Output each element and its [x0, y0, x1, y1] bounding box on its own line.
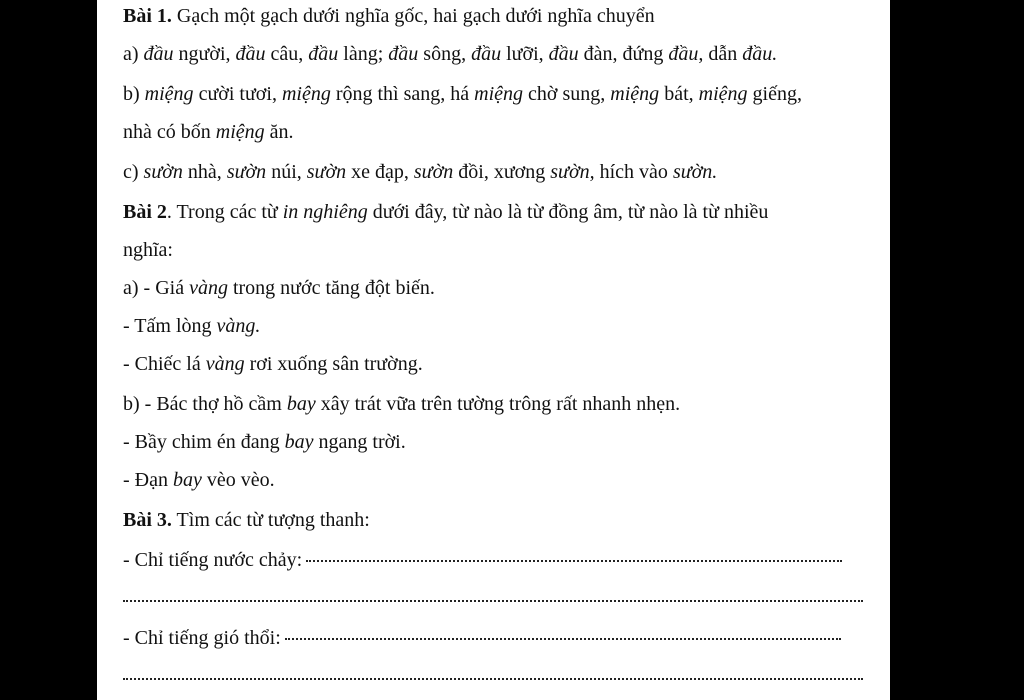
italic-word: bay [286, 393, 316, 415]
text-segment: rơi xuống sân trường. [244, 353, 423, 375]
text-segment: xe đạp, [346, 161, 414, 183]
exercise-heading: Bài 1. [123, 5, 172, 27]
italic-word: đầu [388, 43, 419, 65]
text-segment: a) - Giá [123, 277, 190, 299]
text-segment: đàn, đứng [578, 43, 669, 65]
text-line [123, 199, 768, 225]
text-line [123, 119, 294, 145]
italic-word: đầu [235, 43, 266, 65]
italic-word: sườn [226, 161, 267, 183]
text-segment: người, [173, 43, 236, 65]
italic-word: miệng [610, 83, 660, 105]
text-segment: a) [123, 43, 144, 65]
text-segment: câu, [265, 43, 309, 65]
italic-word: vàng [205, 353, 245, 375]
italic-word: đầu. [742, 43, 778, 65]
text-segment: đồi, xương [453, 161, 551, 183]
italic-word: miệng [698, 83, 748, 105]
text-segment: Tìm các từ tượng thanh: [171, 509, 370, 531]
worksheet-page [97, 0, 890, 700]
text-segment: lưỡi, [501, 43, 549, 65]
text-segment: dẫn [703, 43, 743, 65]
text-line [123, 3, 655, 29]
text-line [123, 41, 777, 67]
italic-word: đầu, [668, 43, 704, 65]
text-line [123, 467, 275, 493]
answer-dotted-line [123, 600, 863, 602]
text-segment: - Chỉ tiếng gió thổi: [123, 627, 281, 649]
answer-dotted-line [123, 678, 863, 680]
italic-word: vàng [189, 277, 228, 299]
italic-word: miệng [281, 83, 331, 105]
italic-word: đầu [308, 43, 339, 65]
italic-word: đầu [471, 43, 502, 65]
italic-word: sườn [306, 161, 347, 183]
text-segment: hích vào [594, 161, 673, 183]
italic-word: sườn, [550, 161, 595, 183]
text-line [123, 547, 842, 573]
answer-dotted-line [306, 560, 842, 562]
text-segment: - Tấm lòng [123, 315, 217, 337]
text-segment: dưới đây, từ nào là từ đồng âm, từ nào là từ nhiều [367, 201, 769, 223]
text-segment: ăn. [264, 121, 294, 143]
text-segment: c) [123, 161, 144, 183]
text-segment: nhà có bốn [123, 121, 216, 143]
text-segment: trong nước tăng đột biến. [227, 277, 435, 299]
text-segment: chờ sung, [523, 83, 611, 105]
text-segment: rộng thì sang, há [330, 83, 475, 105]
text-line [123, 275, 435, 301]
text-segment: Gạch một gạch dưới nghĩa gốc, hai gạch dưới nghĩa chuyển [171, 5, 655, 27]
text-segment: nhà, [182, 161, 227, 183]
text-segment: - Đạn [123, 469, 173, 491]
italic-word: sườn [143, 161, 183, 183]
text-segment: - Chỉ tiếng nước chảy: [123, 549, 303, 571]
text-segment: làng; [338, 43, 389, 65]
text-line [123, 391, 680, 417]
text-line [123, 507, 370, 533]
italic-word: miệng [144, 83, 194, 105]
italic-word: miệng [474, 83, 524, 105]
text-line [123, 351, 423, 377]
text-segment: b) - Bác thợ hồ cầm [123, 393, 287, 415]
text-segment: vèo vèo. [201, 469, 275, 491]
text-segment: núi, [266, 161, 307, 183]
text-segment: ngang trời. [313, 431, 406, 453]
text-line [123, 237, 173, 263]
italic-word: in nghiêng [282, 201, 368, 223]
text-segment: . Trong các từ [166, 201, 283, 223]
text-segment: - Chiếc lá [123, 353, 206, 375]
text-segment: b) [123, 83, 145, 105]
italic-word: sườn [413, 161, 454, 183]
italic-word: đầu [548, 43, 579, 65]
exercise-heading: Bài 2 [123, 201, 167, 223]
text-line [123, 159, 717, 185]
text-segment: xây trát vữa trên tường trông rất nhanh nhẹn. [315, 393, 681, 415]
text-line [123, 81, 802, 107]
italic-word: bay [284, 431, 314, 453]
text-segment: nghĩa: [123, 239, 173, 261]
text-line [123, 625, 841, 651]
italic-word: sườn. [672, 161, 718, 183]
text-line [123, 429, 406, 455]
italic-word: vàng. [216, 315, 261, 337]
text-line [123, 313, 260, 339]
text-segment: - Bầy chim én đang [123, 431, 285, 453]
text-segment: bát, [659, 83, 699, 105]
text-segment: giếng, [747, 83, 802, 105]
text-segment: sông, [418, 43, 472, 65]
exercise-heading: Bài 3. [123, 509, 172, 531]
italic-word: miệng [215, 121, 265, 143]
answer-dotted-line [285, 638, 841, 640]
italic-word: đầu [143, 43, 174, 65]
text-segment: cười tươi, [193, 83, 282, 105]
italic-word: bay [172, 469, 202, 491]
